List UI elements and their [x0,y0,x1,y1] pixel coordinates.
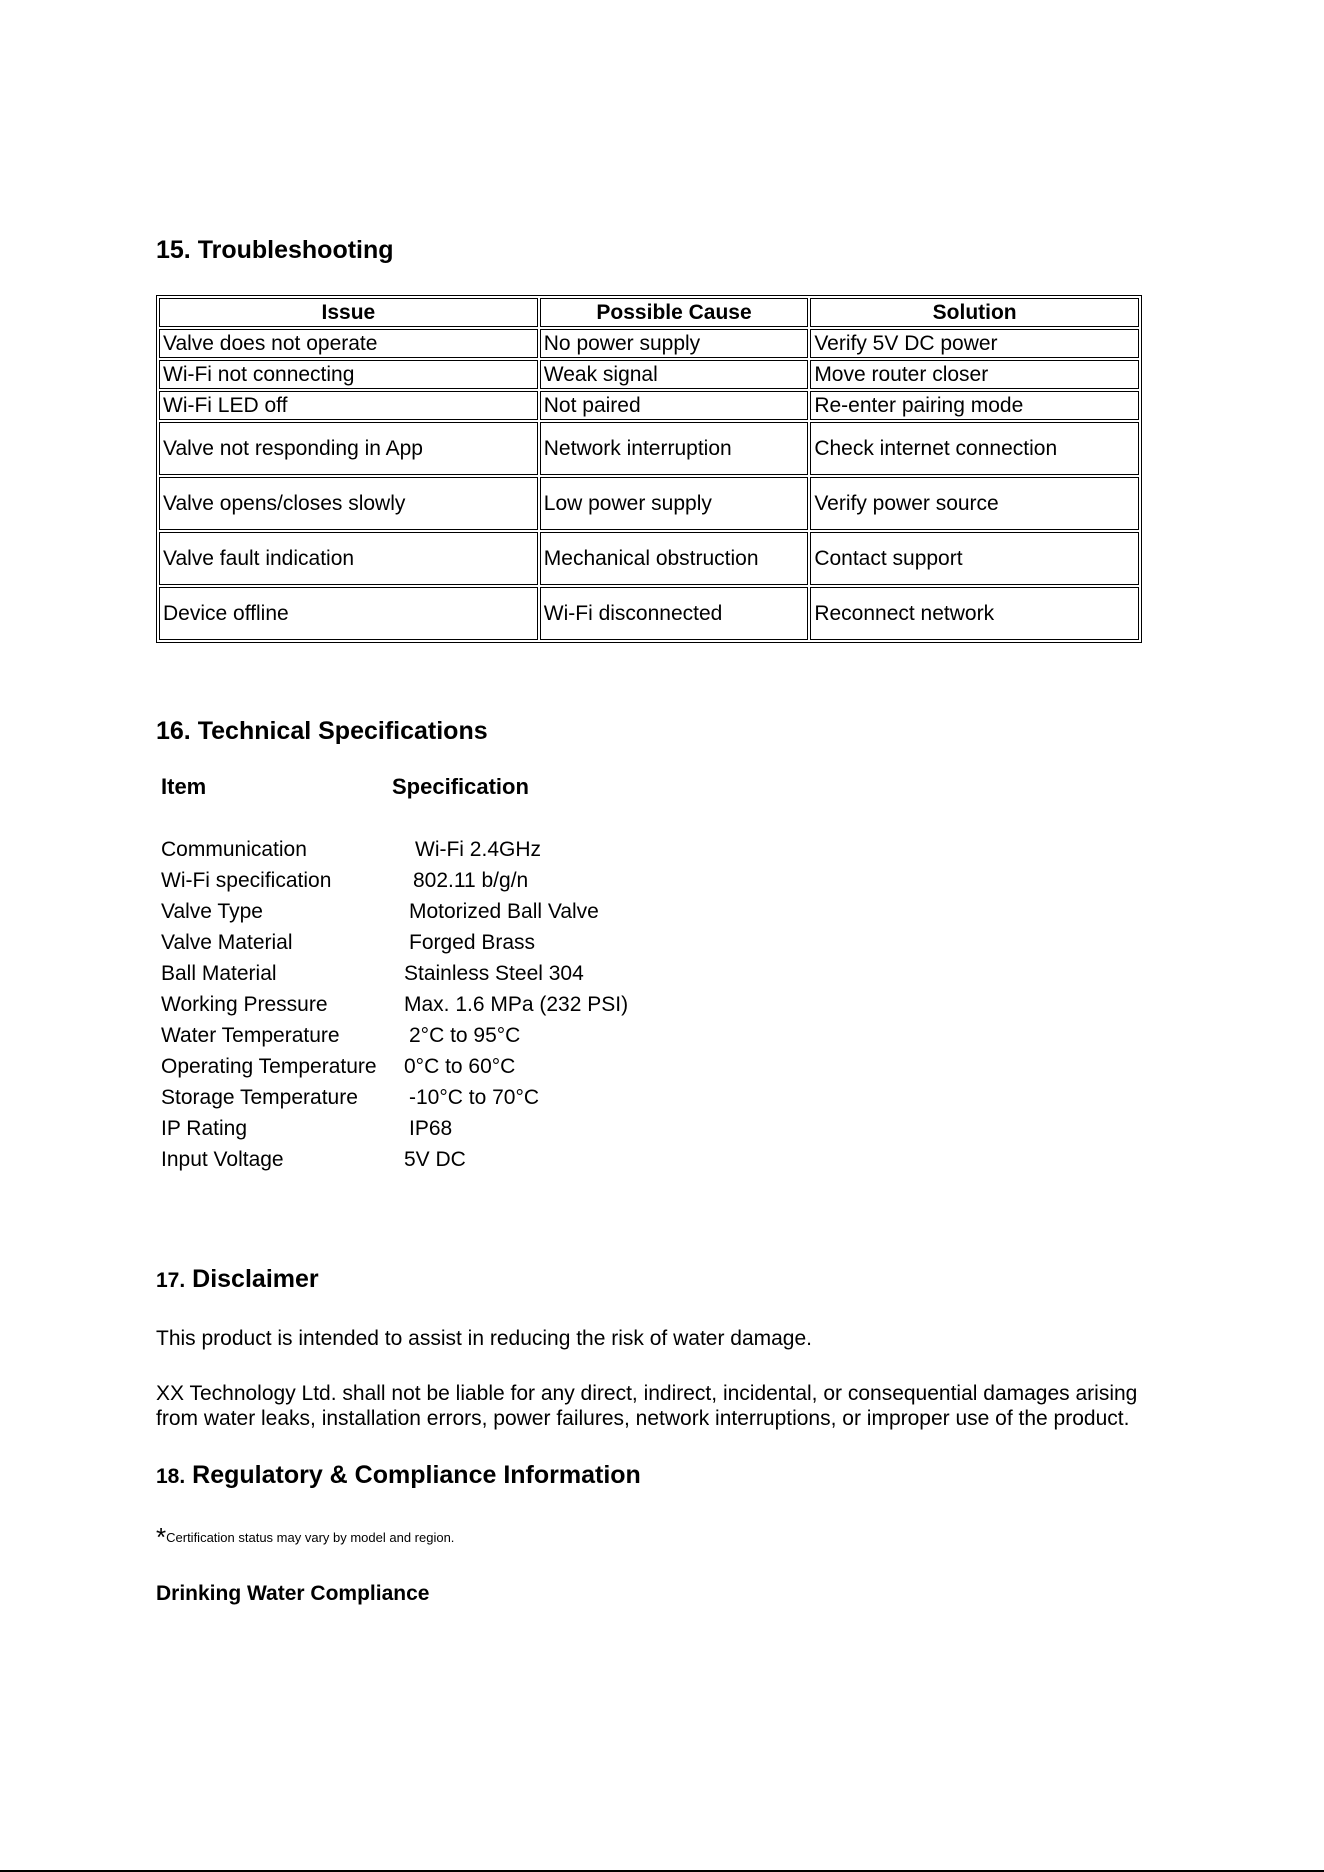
disclaimer-paragraph: XX Technology Ltd. shall not be liable for any direct, indirect, incidental, or consequential damages arising from water leaks, installation errors, power failures, network interruptions, or improper use of the product. [156,1382,1138,1430]
spec-label: Valve Type [161,900,263,923]
cell-solution: Move router closer [810,360,1139,389]
cell-solution: Check internet connection [810,422,1139,475]
cell-solution: Re-enter pairing mode [810,391,1139,420]
table-row [159,587,1139,640]
section-number: 18. [156,1465,186,1488]
table-row [159,532,1139,585]
section-number: 16. [156,717,191,745]
spec-row [0,900,800,931]
spec-row [0,1086,800,1117]
spec-row [0,1148,800,1179]
column-header-cause: Possible Cause [540,298,809,327]
cell-solution: Verify power source [810,477,1139,530]
section-title: Regulatory & Compliance Information [192,1461,641,1489]
cell-solution: Verify 5V DC power [810,329,1139,358]
section-title: Troubleshooting [197,236,394,264]
spec-value: 5V DC [404,1148,466,1171]
cell-solution: Contact support [810,532,1139,585]
spec-value: -10°C to 70°C [409,1086,540,1109]
footnote-text: Certification status may vary by model and region. [166,1530,455,1545]
spec-row [0,1055,800,1086]
spec-label: Input Voltage [161,1148,284,1171]
spec-value: 802.11 b/g/n [413,869,529,892]
spec-row [0,962,800,993]
spec-label: Ball Material [161,962,277,985]
spec-row [0,1024,800,1055]
spec-row [0,838,800,869]
cell-cause: Not paired [540,391,809,420]
cell-cause: No power supply [540,329,809,358]
spec-label: Valve Material [161,931,293,954]
cell-cause: Low power supply [540,477,809,530]
spec-label: Communication [161,838,307,861]
table-row [159,360,1139,389]
spec-value: Stainless Steel 304 [404,962,584,985]
spec-column-item: Item [161,774,207,799]
cell-cause: Mechanical obstruction [540,532,809,585]
spec-label: Wi-Fi specification [161,869,332,892]
spec-row [0,1117,800,1148]
column-header-issue: Issue [159,298,538,327]
spec-row [0,931,800,962]
spec-value: Motorized Ball Valve [409,900,599,923]
footnote-asterisk: * [156,1522,167,1552]
cell-issue: Valve does not operate [159,329,538,358]
cell-issue: Valve not responding in App [159,422,538,475]
table-row [159,422,1139,475]
table-row [159,391,1139,420]
table-row [159,477,1139,530]
cell-issue: Valve opens/closes slowly [159,477,538,530]
spec-label: Operating Temperature [161,1055,377,1078]
table-row [159,329,1139,358]
spec-value: 2°C to 95°C [409,1024,521,1047]
cell-cause: Wi-Fi disconnected [540,587,809,640]
cell-cause: Network interruption [540,422,809,475]
cell-issue: Valve fault indication [159,532,538,585]
cell-issue: Wi-Fi not connecting [159,360,538,389]
spec-label: Water Temperature [161,1024,340,1047]
cell-solution: Reconnect network [810,587,1139,640]
section-heading-regulatory [156,1461,641,1490]
disclaimer-paragraph: This product is intended to assist in reducing the risk of water damage. [156,1327,813,1350]
section-title: Technical Specifications [197,717,488,745]
section-number: 17. [156,1269,186,1292]
spec-label: Storage Temperature [161,1086,358,1109]
spec-value: Wi-Fi 2.4GHz [415,838,541,861]
column-header-solution: Solution [810,298,1139,327]
drinking-water-heading: Drinking Water Compliance [156,1582,430,1605]
cell-cause: Weak signal [540,360,809,389]
troubleshooting-table [156,295,1142,643]
section-number: 15. [156,236,191,264]
spec-label: Working Pressure [161,993,328,1016]
spec-column-specification: Specification [392,774,529,799]
spec-row [0,993,800,1024]
spec-value: Max. 1.6 MPa (232 PSI) [404,993,629,1016]
spec-row [0,869,800,900]
section-heading-troubleshooting [156,236,394,265]
spec-value: IP68 [409,1117,453,1140]
spec-value: 0°C to 60°C [404,1055,516,1078]
spec-value: Forged Brass [409,931,536,954]
section-title: Disclaimer [192,1265,319,1293]
spec-label: IP Rating [161,1117,247,1140]
section-heading-disclaimer [156,1265,319,1294]
cell-issue: Device offline [159,587,538,640]
section-heading-specs [156,717,488,746]
cell-issue: Wi-Fi LED off [159,391,538,420]
table-header-row [159,298,1139,327]
certification-note [156,1522,454,1553]
